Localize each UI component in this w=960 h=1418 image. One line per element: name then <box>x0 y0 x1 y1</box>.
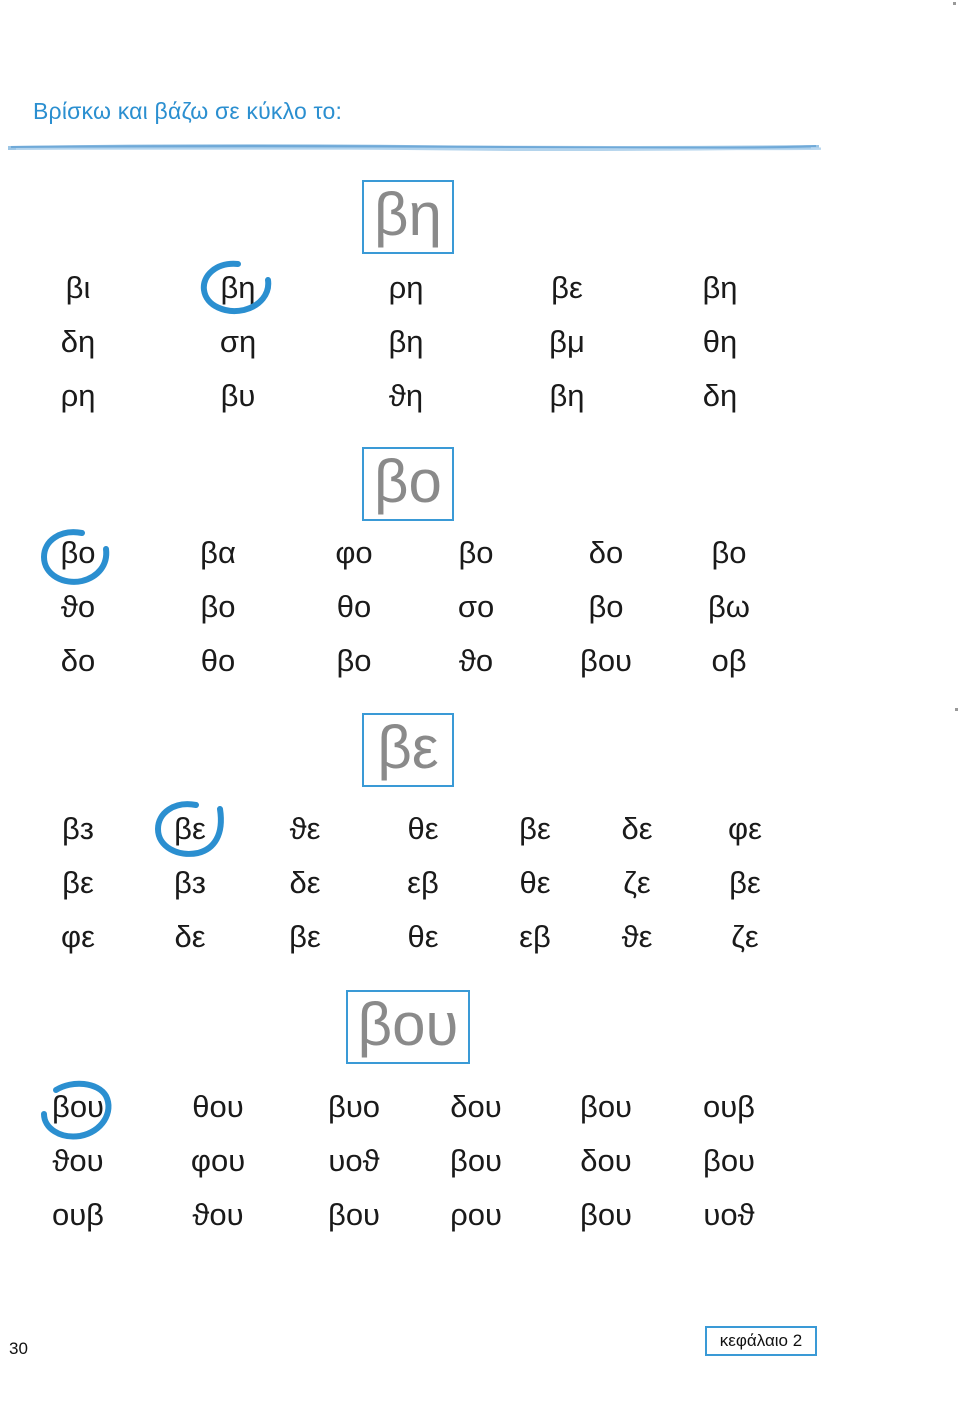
syllable[interactable]: βз <box>61 811 95 846</box>
syllable[interactable]: δε <box>174 919 206 954</box>
syllable[interactable]: εβ <box>407 865 439 900</box>
syllable[interactable]: ζε <box>731 919 759 954</box>
syllable[interactable]: ρη <box>60 378 96 413</box>
syllable[interactable]: ϑε <box>621 919 653 954</box>
syllable[interactable]: βε <box>729 865 761 900</box>
syllable[interactable]: βο <box>200 589 236 624</box>
syllable[interactable]: θου <box>192 1089 244 1124</box>
syllable[interactable]: βου <box>327 1197 381 1232</box>
syllable[interactable]: βου <box>702 1143 756 1178</box>
syllable[interactable]: βου <box>449 1143 503 1178</box>
syllable[interactable]: θη <box>702 324 738 359</box>
syllable[interactable]: ση <box>219 324 257 359</box>
syllable[interactable]: ϑου <box>52 1143 104 1178</box>
syllable[interactable]: σο <box>457 589 495 624</box>
syllable[interactable]: φε <box>61 919 95 954</box>
syllable[interactable]: βυο <box>327 1089 381 1124</box>
syllable[interactable]: βου <box>579 1197 633 1232</box>
crop-mark <box>955 708 958 711</box>
syllable[interactable]: ουβ <box>51 1197 105 1232</box>
target-syllable: βε <box>377 714 439 781</box>
syllable[interactable]: δο <box>60 643 96 678</box>
target-syllable-box <box>362 180 454 254</box>
syllable[interactable]: βη <box>220 270 256 305</box>
syllable[interactable]: ϑου <box>192 1197 244 1232</box>
syllable[interactable]: βε <box>289 919 321 954</box>
syllable[interactable]: θε <box>519 865 551 900</box>
syllable[interactable]: βα <box>200 535 236 570</box>
syllable[interactable]: ρου <box>450 1197 502 1232</box>
target-syllable-box <box>346 990 470 1064</box>
syllable[interactable]: δε <box>621 811 653 846</box>
target-syllable-box <box>362 447 454 521</box>
syllable[interactable]: βη <box>388 324 424 359</box>
syllable[interactable]: ϑε <box>289 811 321 846</box>
syllable[interactable]: φε <box>728 811 762 846</box>
target-syllable-box <box>362 713 454 787</box>
syllable[interactable]: βω <box>707 589 751 624</box>
page-number: 30 <box>9 1339 28 1358</box>
target-syllable: βου <box>357 991 459 1058</box>
syllable[interactable]: βο <box>458 535 494 570</box>
blue-brush-underline <box>6 140 821 154</box>
syllable[interactable]: δε <box>289 865 321 900</box>
syllable[interactable]: θο <box>200 643 236 678</box>
syllable[interactable]: δου <box>450 1089 502 1124</box>
syllable[interactable]: οβ <box>711 643 747 678</box>
crop-mark <box>953 2 956 5</box>
syllable[interactable]: θε <box>407 919 439 954</box>
syllable[interactable]: βι <box>65 270 91 305</box>
syllable[interactable]: βз <box>173 865 207 900</box>
target-syllable: βη <box>374 181 442 248</box>
target-syllable: βο <box>374 448 442 515</box>
syllable[interactable]: βο <box>336 643 372 678</box>
syllable[interactable]: ζε <box>623 865 651 900</box>
syllable[interactable]: βε <box>174 811 206 846</box>
syllable[interactable]: βου <box>51 1089 105 1124</box>
syllable[interactable]: ουβ <box>702 1089 756 1124</box>
syllable[interactable]: ϑη <box>388 378 424 413</box>
syllable[interactable]: θε <box>407 811 439 846</box>
syllable[interactable]: δο <box>588 535 624 570</box>
syllable[interactable]: υοϑ <box>328 1143 380 1178</box>
syllable[interactable]: βε <box>551 270 583 305</box>
chapter-label: κεφάλαιο 2 <box>719 1331 803 1350</box>
syllable[interactable]: υοϑ <box>703 1197 755 1232</box>
syllable[interactable]: βμ <box>549 324 585 359</box>
syllable[interactable]: βου <box>579 1089 633 1124</box>
syllable[interactable]: φου <box>190 1143 246 1178</box>
syllable[interactable]: φο <box>335 535 373 570</box>
syllable[interactable]: ρη <box>388 270 424 305</box>
syllable[interactable]: δη <box>702 378 738 413</box>
syllable[interactable]: βο <box>60 535 96 570</box>
instruction-heading: Βρίσκω και βάζω σε κύκλο το: <box>33 98 343 124</box>
syllable[interactable]: ϑο <box>60 589 96 624</box>
syllable[interactable]: ϑο <box>458 643 494 678</box>
syllable[interactable]: θο <box>336 589 372 624</box>
syllable[interactable]: βε <box>519 811 551 846</box>
syllable[interactable]: βου <box>579 643 633 678</box>
syllable[interactable]: δου <box>580 1143 632 1178</box>
syllable[interactable]: εβ <box>519 919 551 954</box>
chapter-label-box <box>705 1326 817 1356</box>
syllable[interactable]: βη <box>549 378 585 413</box>
syllable[interactable]: βη <box>702 270 738 305</box>
syllable[interactable]: βυ <box>220 378 256 413</box>
syllable[interactable]: βε <box>62 865 94 900</box>
syllable[interactable]: δη <box>60 324 96 359</box>
syllable[interactable]: βο <box>711 535 747 570</box>
syllable[interactable]: βο <box>588 589 624 624</box>
